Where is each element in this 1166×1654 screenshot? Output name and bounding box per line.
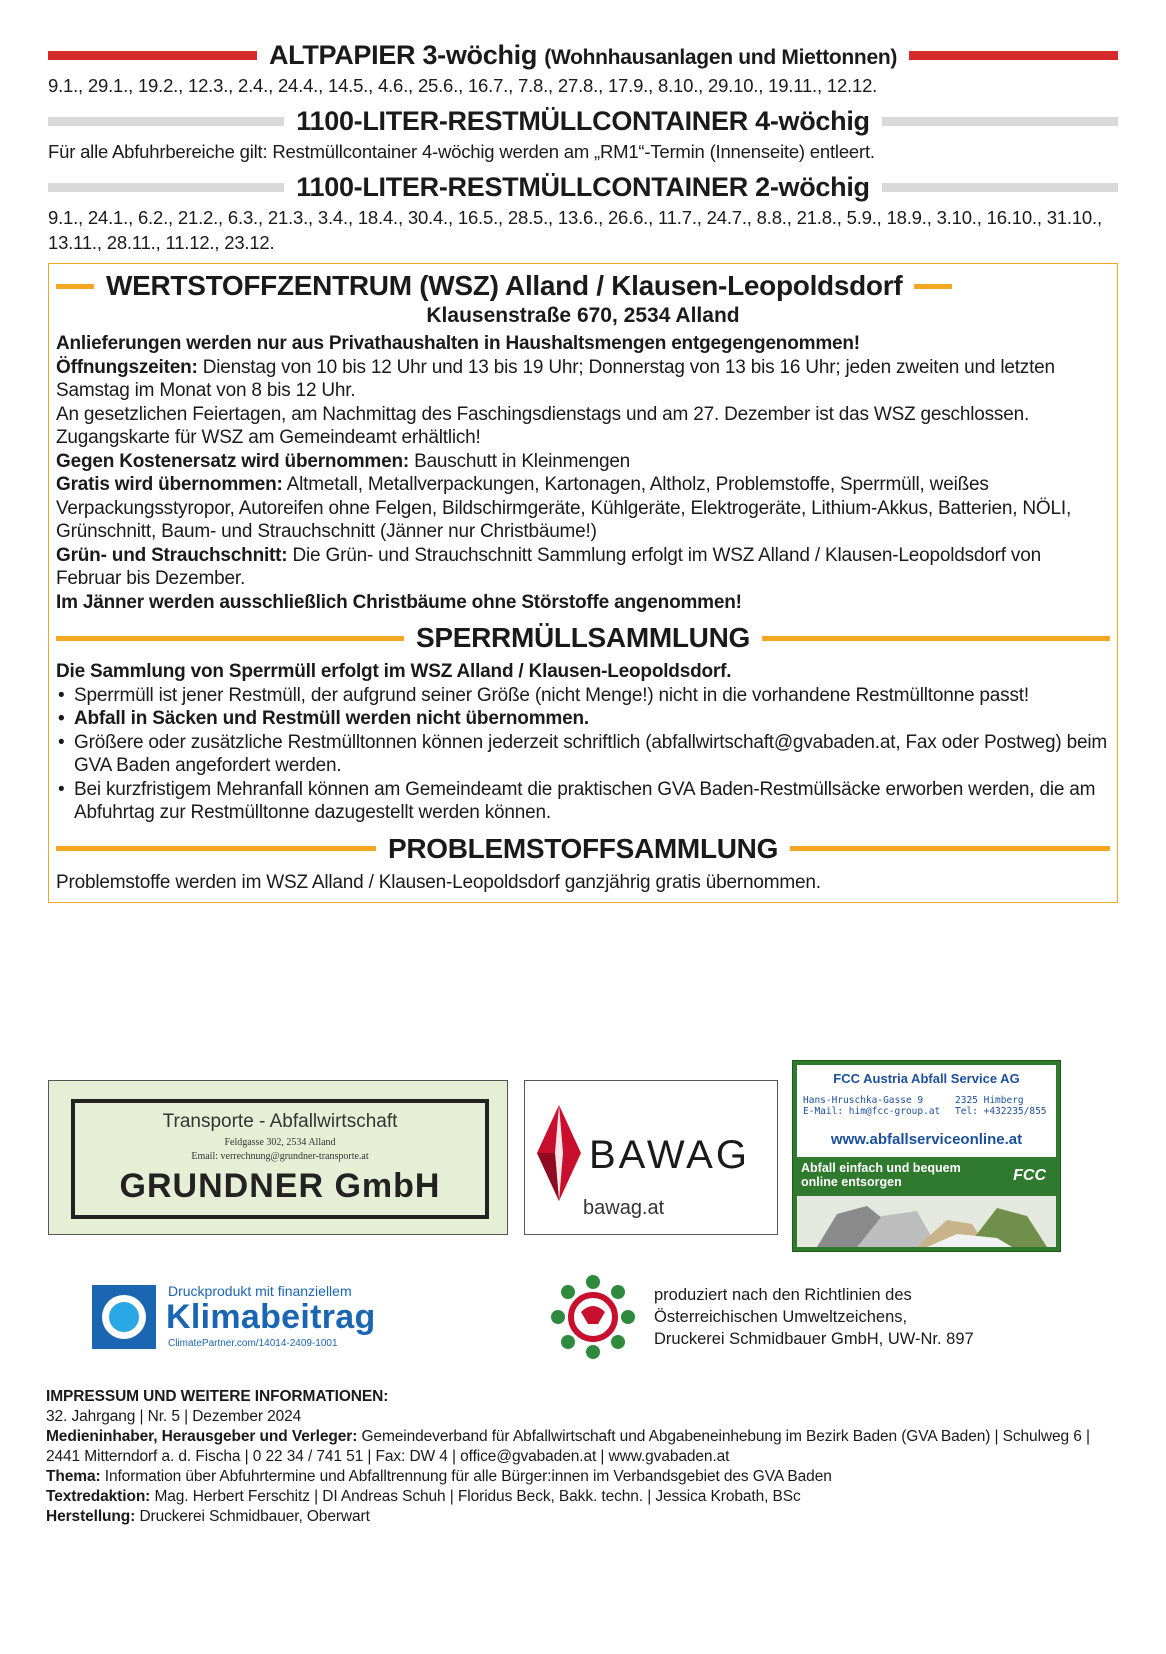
list-item: • Abfall in Säcken und Restmüll werden nicht übernommen.	[56, 707, 1110, 731]
heading-bar-right	[762, 636, 1110, 641]
heading-bar-left	[56, 284, 94, 289]
altpapier-subtitle: (Wohnhausanlagen und Miettonnen)	[544, 46, 898, 69]
fcc-phone: Tel: +432235/855	[955, 1106, 1047, 1117]
impressum-owner	[46, 1427, 1126, 1467]
fcc-ad	[792, 1060, 1061, 1252]
umweltzeichen-logo-icon	[548, 1272, 638, 1362]
rest4-title: 1100-LITER-RESTMÜLLCONTAINER 4-wöchig	[296, 106, 870, 136]
wsz-fee-text: Bauschutt in Kleinmengen	[409, 450, 631, 472]
grundner-address: Feldgasse 302, 2534 Alland	[224, 1137, 336, 1148]
umweltzeichen-text	[654, 1284, 974, 1350]
fcc-address-left: Hans-Hruschka-Gasse 9	[803, 1095, 924, 1106]
impressum-heading: IMPRESSUM UND WEITERE INFORMATIONEN:	[46, 1388, 389, 1405]
fcc-slogan-line: online entsorgen	[801, 1175, 902, 1189]
klima-top-text: Druckprodukt mit finanziellem	[168, 1283, 352, 1299]
wsz-title: WERTSTOFFZENTRUM (WSZ) Alland / Klausen-Leopoldsdorf	[106, 270, 903, 301]
impressum-theme	[46, 1467, 1126, 1487]
page-content	[48, 40, 1118, 903]
sperr-heading	[56, 622, 1110, 654]
bawag-logo-icon	[533, 1103, 583, 1203]
wsz-heading	[56, 270, 1110, 302]
wsz-january: Im Jänner werden ausschließlich Christbäume ohne Störstoffe angenommen!	[56, 591, 742, 613]
prod-label: Herstellung:	[46, 1508, 136, 1525]
wsz-green-text: Die Grün- und Strauchschnitt Sammlung erfolgt im WSZ Alland / Klausen-Leopoldsdorf von Februar bis Dezember.	[56, 544, 1041, 589]
heading-bar-left	[48, 51, 257, 60]
fcc-logo: FCC	[1013, 1167, 1046, 1184]
rest4-heading	[48, 106, 1118, 137]
heading-bar-left	[48, 117, 284, 126]
grundner-email: Email: verrechnung@grundner-transporte.at	[191, 1151, 369, 1162]
impressum	[46, 1387, 1126, 1527]
klima-badge	[92, 1280, 422, 1352]
altpapier-title: ALTPAPIER 3-wöchig	[268, 40, 538, 70]
grundner-frame	[71, 1099, 489, 1219]
heading-bar-left	[56, 846, 376, 851]
bawag-url: bawag.at	[583, 1197, 665, 1219]
impressum-production	[46, 1507, 1126, 1527]
rest2-title: 1100-LITER-RESTMÜLLCONTAINER 2-wöchig	[296, 172, 870, 202]
wsz-free-label: Gratis wird übernommen:	[56, 474, 283, 495]
fcc-title: FCC Austria Abfall Service AG	[833, 1071, 1020, 1086]
wsz-card: Zugangskarte für WSZ am Gemeindeamt erhältlich!	[56, 427, 481, 448]
waste-pile-icon	[797, 1196, 1056, 1247]
fcc-slogan	[801, 1161, 961, 1189]
sperr-intro: Die Sammlung von Sperrmüll erfolgt im WSZ Alland / Klausen-Leopoldsdorf.	[56, 661, 732, 682]
wsz-box	[48, 263, 1118, 903]
wsz-hours-label: Öffnungszeiten:	[56, 356, 198, 378]
klima-url: ClimatePartner.com/14014-2409-1001	[168, 1338, 338, 1349]
rest2-heading	[48, 172, 1118, 203]
owner-text: Gemeindeverband für Abfallwirtschaft und Abgabeneinhebung im Bezirk Baden (GVA Baden) | Schulweg 6 | 2441 Mitterndorf a. d. Fischa | 0 22 34 / 741 51 | Fax: DW 4 | office@gvabaden.at | www.gvabaden.at	[46, 1428, 1090, 1465]
list-item: • Sperrmüll ist jener Restmüll, der aufgrund seiner Größe (nicht Menge!) nicht in die vorhandene Restmülltonne passt!	[56, 684, 1110, 708]
umwelt-line: Österreichischen Umweltzeichens,	[654, 1308, 908, 1326]
umwelt-line: Druckerei Schmidbauer GmbH, UW-Nr. 897	[654, 1330, 974, 1348]
sperr-title: SPERRMÜLLSAMMLUNG	[416, 622, 750, 653]
klimabeitrag-logo-icon	[92, 1285, 156, 1349]
wsz-fee	[56, 450, 1110, 474]
fcc-address-right: 2325 Himberg	[955, 1095, 1024, 1106]
wsz-free-text: Altmetall, Metallverpackungen, Kartonagen, Altholz, Problemstoffe, Sperrmüll, weißes Verpackungsstyropor, Autoreifen ohne Felgen, Bildschirmgeräte, Kühlgeräte, Elektrogeräte, Lithium-Akkus, Batterien, NÖLI, Grünschnitt, Baum- und Strauchschnitt (Jänner nur Christbäume!)	[56, 474, 1072, 542]
owner-label: Medieninhaber, Herausgeber und Verleger:	[46, 1428, 358, 1445]
editor-text: Mag. Herbert Ferschitz | DI Andreas Schuh | Floridus Beck, Bakk. techn. | Jessica Krobath, BSc	[150, 1488, 801, 1505]
fcc-info-panel	[797, 1065, 1056, 1157]
heading-bar-right	[882, 183, 1118, 192]
altpapier-heading	[48, 40, 1118, 71]
theme-text: Information über Abfuhrtermine und Abfalltrennung für alle Bürger:innen im Verbandsgebiet des GVA Baden	[100, 1468, 832, 1485]
bawag-ad	[524, 1080, 778, 1235]
heading-bar-right	[909, 51, 1118, 60]
klima-title: Klimabeitrag	[166, 1298, 376, 1336]
wsz-green-label: Grün- und Strauchschnitt:	[56, 544, 288, 566]
list-item: • Größere oder zusätzliche Restmülltonnen können jederzeit schriftlich (abfallwirtschaft@gvabaden.at, Fax oder Postweg) beim GVA Baden angefordert werden.	[56, 731, 1110, 778]
altpapier-dates: 9.1., 29.1., 19.2., 12.3., 2.4., 24.4., 14.5., 4.6., 25.6., 16.7., 7.8., 27.8., 17.9., 8.10., 29.10., 19.11., 12.12.	[48, 75, 878, 96]
problem-text: Problemstoffe werden im WSZ Alland / Klausen-Leopoldsdorf ganzjährig gratis übernommen.	[56, 871, 821, 893]
prod-text: Druckerei Schmidbauer, Oberwart	[135, 1508, 370, 1525]
wsz-closed: An gesetzlichen Feiertagen, am Nachmittag des Faschingsdienstags und am 27. Dezember ist das WSZ geschlossen.	[56, 403, 1030, 425]
wsz-fee-label: Gegen Kostenersatz wird übernommen:	[56, 450, 410, 472]
heading-bar-right	[790, 846, 1110, 851]
problem-title: PROBLEMSTOFFSAMMLUNG	[387, 832, 779, 864]
problem-heading	[56, 833, 1110, 865]
grundner-title: Transporte - Abfallwirtschaft	[162, 1111, 398, 1132]
umwelt-line: produziert nach den Richtlinien des	[654, 1286, 912, 1304]
impressum-editors	[46, 1487, 1126, 1507]
theme-label: Thema:	[46, 1468, 101, 1485]
wsz-notice: Anlieferungen werden nur aus Privathaushalten in Haushaltsmengen entgegengenommen!	[56, 333, 860, 354]
fcc-waste-image	[797, 1196, 1056, 1247]
bawag-name: BAWAG	[589, 1133, 750, 1177]
wsz-hours-text: Dienstag von 10 bis 12 Uhr und 13 bis 19 Uhr; Donnerstag von 13 bis 16 Uhr; jeden zweiten und letzten Samstag im Monat von 8 bis 12 Uhr.	[56, 356, 1055, 401]
wsz-green	[56, 544, 1110, 591]
list-item: • Bei kurzfristigem Mehranfall können am Gemeindeamt die praktischen GVA Baden-Restmüllsäcke erworben werden, die am Abfuhrtag zur Restmülltonne dazugestellt werden können.	[56, 778, 1110, 825]
fcc-url: www.abfallserviceonline.at	[830, 1131, 1023, 1148]
rest2-dates: 9.1., 24.1., 6.2., 21.2., 6.3., 21.3., 3.4., 18.4., 30.4., 16.5., 28.5., 13.6., 26.6., 11.7., 24.7., 8.8., 21.8., 5.9., 18.9., 3.10., 16.10., 31.10., 13.11., 28.11., 11.12., 23.12.	[48, 207, 1102, 253]
grundner-ad	[48, 1080, 508, 1235]
fcc-slogan-line: Abfall einfach und bequem	[801, 1161, 961, 1175]
heading-bar-right	[882, 117, 1118, 126]
wsz-free	[56, 473, 1110, 544]
fcc-email: E-Mail: him@fcc-group.at	[803, 1106, 941, 1117]
impressum-issue: 32. Jahrgang | Nr. 5 | Dezember 2024	[46, 1408, 302, 1425]
heading-bar-right	[914, 284, 952, 289]
heading-bar-left	[56, 636, 404, 641]
wsz-address: Klausenstraße 670, 2534 Alland	[426, 304, 740, 327]
altpapier-title-wrap	[269, 40, 897, 71]
heading-bar-left	[48, 183, 284, 192]
sperr-list	[56, 684, 1110, 825]
grundner-name: GRUNDNER GmbH	[119, 1167, 441, 1205]
ads-row	[48, 1060, 1118, 1255]
wsz-hours	[56, 356, 1110, 403]
rest4-text: Für alle Abfuhrbereiche gilt: Restmüllcontainer 4-wöchig werden am „RM1“-Termin (Innenseite) entleert.	[48, 141, 875, 162]
editor-label: Textredaktion:	[46, 1488, 151, 1505]
